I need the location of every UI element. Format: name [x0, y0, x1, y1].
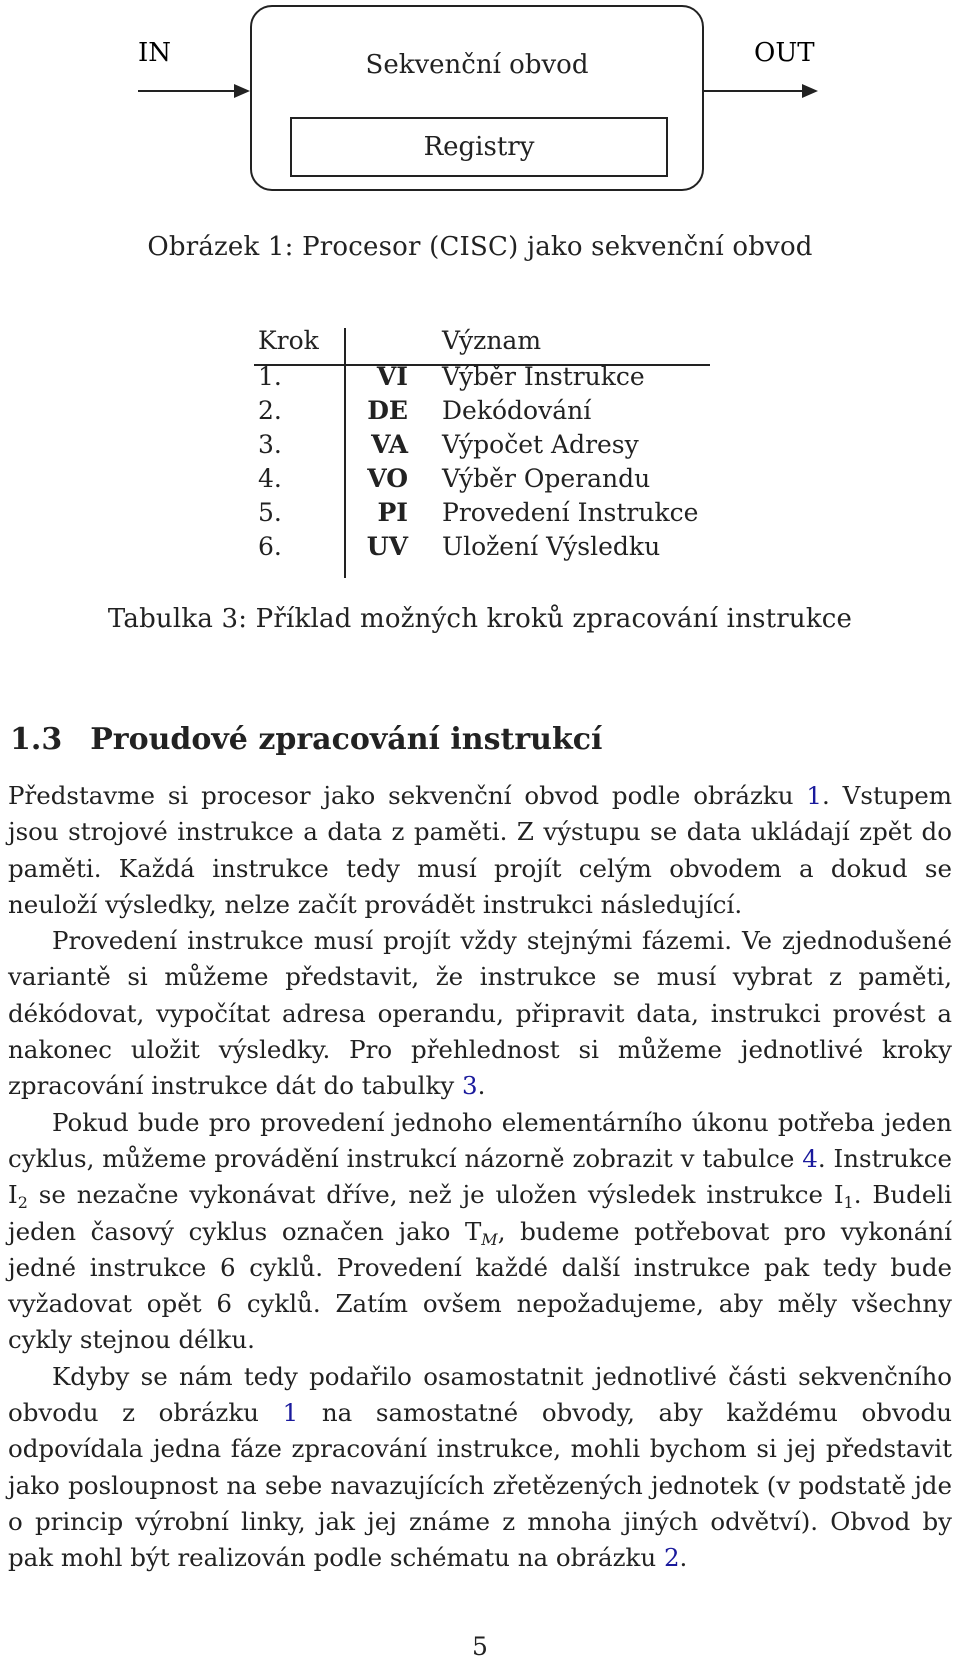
input-label: IN: [138, 38, 172, 68]
subscript: 1: [843, 1193, 854, 1213]
paragraph-text: . Instrukce I: [8, 1143, 952, 1210]
paragraph-text: na samostatné obvody, aby každému obvodu odpovídala jedna fáze zpracování instrukce, mohli bychom si jej představit jako posloupnost na sebe navazujících zřetězených jednotek (v podstatě jde o princip výrobní linky, jak jej známe z mnoha jiných odvětví). Obvod by pak mohl být realizován podle schématu na obrázku: [8, 1398, 952, 1573]
input-arrow-head: [234, 84, 250, 98]
table-cell-meaning: Uložení Výsledku: [442, 532, 661, 561]
table-reference-link[interactable]: 4: [802, 1143, 818, 1173]
paragraph-text: Provedení instrukce musí projít vždy stejnými fázemi. Ve zjednodušené variantě si můžeme představit, že instrukce se musí vybrat z paměti, dékódovat, vypočítat adresa operandu, připravit data, instrukci provést a nakonec uložit výsledky. Pro přehlednost si můžeme jednotlivé kroky zpracování instrukce dát do tabulky: [8, 926, 952, 1101]
table-cell-step: 4.: [258, 464, 282, 493]
section-heading: [10, 722, 602, 757]
table-cell-meaning: Výběr Instrukce: [442, 362, 645, 391]
table-cell-step: 1.: [258, 362, 282, 391]
paragraph-text: .: [477, 1071, 486, 1101]
table-reference-link[interactable]: 3: [461, 1071, 478, 1101]
table-cell-abbr: DE: [367, 396, 408, 425]
registers-box: Registry: [290, 117, 668, 177]
table-cell-meaning: Dekódování: [442, 396, 592, 425]
table-header-meaning: Význam: [442, 326, 542, 355]
table-cell-abbr: UV: [366, 532, 408, 561]
input-arrow-line: [138, 90, 236, 92]
table-cell-step: 5.: [258, 498, 282, 527]
figure-1-caption: Obrázek 1: Procesor (CISC) jako sekvenční obvod: [147, 232, 813, 262]
section-number: 1.3: [10, 722, 63, 757]
paragraph-text: . Vstupem jsou strojové instrukce a data z paměti. Z výstupu se data ukládají zpět do paměti. Každá instrukce tedy musí projít celým obvodem a dokud se neuloží výsledky, nelze začít provádět instrukci následující.: [8, 781, 952, 919]
figure-reference-link[interactable]: 2: [663, 1543, 680, 1573]
table-3-caption: Tabulka 3: Příklad možných kroků zpracování instrukce: [107, 604, 853, 634]
paragraph-text: , budeme potřebovat pro vykonání jedné instrukce 6 cyklů. Provedení každé další instrukce pak tedy bude vyžadovat opět 6 cyklů. Zatím ovšem nepožadujeme, aby měly všechny cykly stejnou délku.: [8, 1216, 952, 1355]
figure-reference-link[interactable]: 1: [282, 1398, 299, 1428]
table-header-step: Krok: [258, 326, 319, 355]
paragraph-text: se nezačne vykonávat dříve, než je uložen výsledek instrukce I: [27, 1180, 844, 1210]
subscript: M: [481, 1229, 498, 1249]
table-cell-abbr: VO: [367, 464, 408, 493]
table-cell-abbr: VA: [371, 430, 408, 459]
table-cell-step: 2.: [258, 396, 282, 425]
paragraph: [8, 1105, 952, 1359]
paragraph-text: Představme si procesor jako sekvenční obvod podle obrázku: [8, 781, 807, 810]
paragraph-text: Pokud bude pro provedení jednoho elementárního úkonu potřeba jeden cyklus, můžeme provádění instrukcí názorně zobrazit v tabulce: [8, 1107, 952, 1173]
table-cell-meaning: Provedení Instrukce: [442, 498, 699, 527]
paragraph: [8, 923, 952, 1104]
figure-sequential-circuit: [0, 0, 960, 200]
paragraph-text: Kdyby se nám tedy podařilo osamostatnit jednotlivé části sekvenčního obvodu z obrázku: [8, 1361, 952, 1428]
sequential-circuit-label: Sekvenční obvod: [365, 50, 589, 80]
table-cell-abbr: VI: [376, 362, 408, 391]
paragraph-text: . Budeli jeden časový cyklus označen jako T: [8, 1180, 953, 1246]
paragraph: [8, 778, 952, 923]
table-cell-abbr: PI: [377, 498, 408, 527]
figure-reference-link[interactable]: 1: [806, 781, 823, 810]
table-cell-meaning: Výpočet Adresy: [442, 430, 639, 459]
section-title: Proudové zpracování instrukcí: [90, 722, 603, 757]
table-cell-step: 3.: [258, 430, 282, 459]
table-cell-step: 6.: [258, 532, 282, 561]
paragraph: [8, 1359, 952, 1577]
output-arrow-line: [704, 90, 804, 92]
body-text: [8, 778, 952, 1577]
subscript: 2: [17, 1193, 28, 1213]
output-arrow-head: [802, 84, 818, 98]
page-number: 5: [472, 1632, 488, 1661]
paragraph-text: .: [679, 1543, 688, 1573]
output-label: OUT: [754, 38, 815, 68]
table-cell-meaning: Výběr Operandu: [442, 464, 651, 493]
